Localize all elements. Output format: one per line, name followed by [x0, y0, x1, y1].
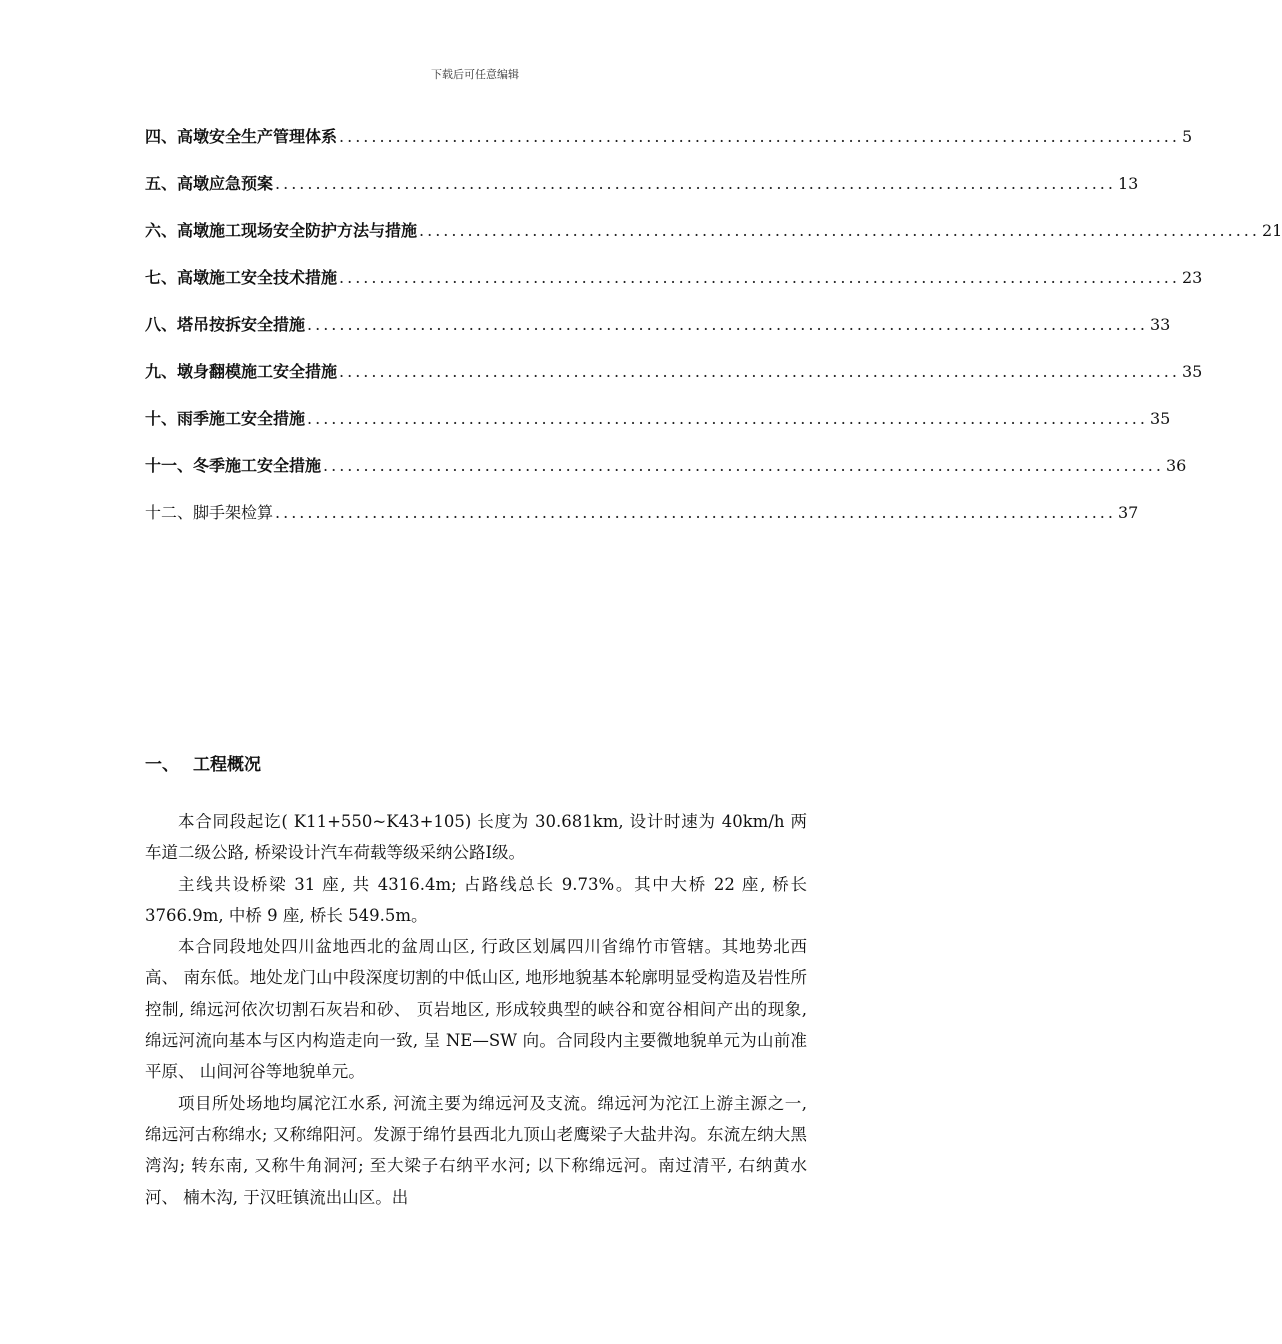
page-header: 下载后可任意编辑: [431, 68, 519, 81]
toc-entry[interactable]: [145, 406, 1171, 453]
toc-dot-leader: ........................................................................................................: [307, 409, 1148, 428]
toc-entry[interactable]: [145, 124, 1193, 171]
toc-dot-leader: ........................................................................................................: [275, 174, 1116, 193]
toc-number: 九、: [145, 362, 178, 381]
toc-number: 六、: [145, 221, 178, 240]
toc-page-number: 35: [1181, 362, 1203, 381]
toc-title: 雨季施工安全措施: [177, 409, 306, 428]
toc-entry[interactable]: [145, 500, 1139, 547]
toc-title: 高墩应急预案: [177, 174, 274, 193]
toc-page-number: 23: [1181, 268, 1203, 287]
toc-entry[interactable]: [145, 359, 1203, 406]
toc-number: 十二、: [145, 503, 194, 522]
toc-page-number: 37: [1117, 503, 1139, 522]
toc-entry[interactable]: [145, 171, 1139, 218]
paragraph: 项目所处场地均属沱江水系, 河流主要为绵远河及支流。绵远河为沱江上游主源之一, 绵远河古称绵水; 又称绵阳河。发源于绵竹县西北九顶山老鹰梁子大盐井沟。东流左纳大黑湾沟; 转东南, 又称牛角洞河; 至大梁子右纳平水河; 以下称绵远河。南过清平, 右纳黄水河、 楠木沟, 于汉旺镇流出山区。出: [145, 1093, 807, 1207]
toc-dot-leader: ........................................................................................................: [323, 456, 1164, 475]
section-heading: [145, 750, 261, 775]
toc-number: 五、: [145, 174, 178, 193]
toc-dot-leader: ........................................................................................................: [339, 362, 1180, 381]
paragraph: 本合同段地处四川盆地西北的盆周山区, 行政区划属四川省绵竹市管辖。其地势北西高、 南东低。地处龙门山中段深度切割的中低山区, 地形地貌基本轮廓明显受构造及岩性所控制, 绵远河依次切割石灰岩和砂、 页岩地区, 形成较典型的峡谷和宽谷相间产出的现象, 绵远河流向基本与区内构造走向一致, 呈 NE—SW 向。合同段内主要微地貌单元为山前准平原、 山间河谷等地貌单元。: [145, 937, 807, 1082]
toc-number: 十、: [145, 409, 178, 428]
toc-title: 脚手架检算: [193, 503, 274, 522]
toc-entry[interactable]: [145, 218, 1282, 265]
toc-title: 塔吊按拆安全措施: [177, 315, 306, 334]
toc-page-number: 35: [1149, 409, 1171, 428]
toc-title: 冬季施工安全措施: [193, 456, 322, 475]
section-number: 一、: [145, 755, 179, 775]
paragraph: 本合同段起讫( K11+550~K43+105) 长度为 30.681km, 设计时速为 40km/h 两车道二级公路, 桥梁设计汽车荷载等级采纳公路Ⅰ级。: [145, 812, 807, 863]
toc-title: 高墩安全生产管理体系: [177, 127, 338, 146]
table-of-contents: [145, 124, 1282, 547]
toc-number: 七、: [145, 268, 178, 287]
toc-page-number: 36: [1165, 456, 1187, 475]
toc-dot-leader: ........................................................................................................: [275, 503, 1116, 522]
paragraph: 主线共设桥梁 31 座, 共 4316.4m; 占路线总长 9.73%。其中大桥 22 座, 桥长 3766.9m, 中桥 9 座, 桥长 549.5m。: [145, 874, 807, 925]
toc-entry[interactable]: [145, 453, 1187, 500]
toc-entry[interactable]: [145, 265, 1203, 312]
toc-entry[interactable]: [145, 312, 1171, 359]
toc-page-number: 5: [1181, 127, 1193, 146]
toc-number: 四、: [145, 127, 178, 146]
toc-page-number: 33: [1149, 315, 1171, 334]
toc-title: 墩身翻模施工安全措施: [177, 362, 338, 381]
toc-title: 高墩施工现场安全防护方法与措施: [177, 221, 418, 240]
toc-title: 高墩施工安全技术措施: [177, 268, 338, 287]
section-title: 工程概况: [193, 755, 261, 775]
toc-page-number: 21: [1261, 221, 1282, 240]
toc-dot-leader: ........................................................................................................: [339, 127, 1180, 146]
toc-number: 十一、: [145, 456, 194, 475]
toc-number: 八、: [145, 315, 178, 334]
body-text: [145, 806, 807, 1213]
toc-page-number: 13: [1117, 174, 1139, 193]
toc-dot-leader: ........................................................................................................: [339, 268, 1180, 287]
toc-dot-leader: ........................................................................................................: [307, 315, 1148, 334]
toc-dot-leader: ........................................................................................................: [419, 221, 1260, 240]
